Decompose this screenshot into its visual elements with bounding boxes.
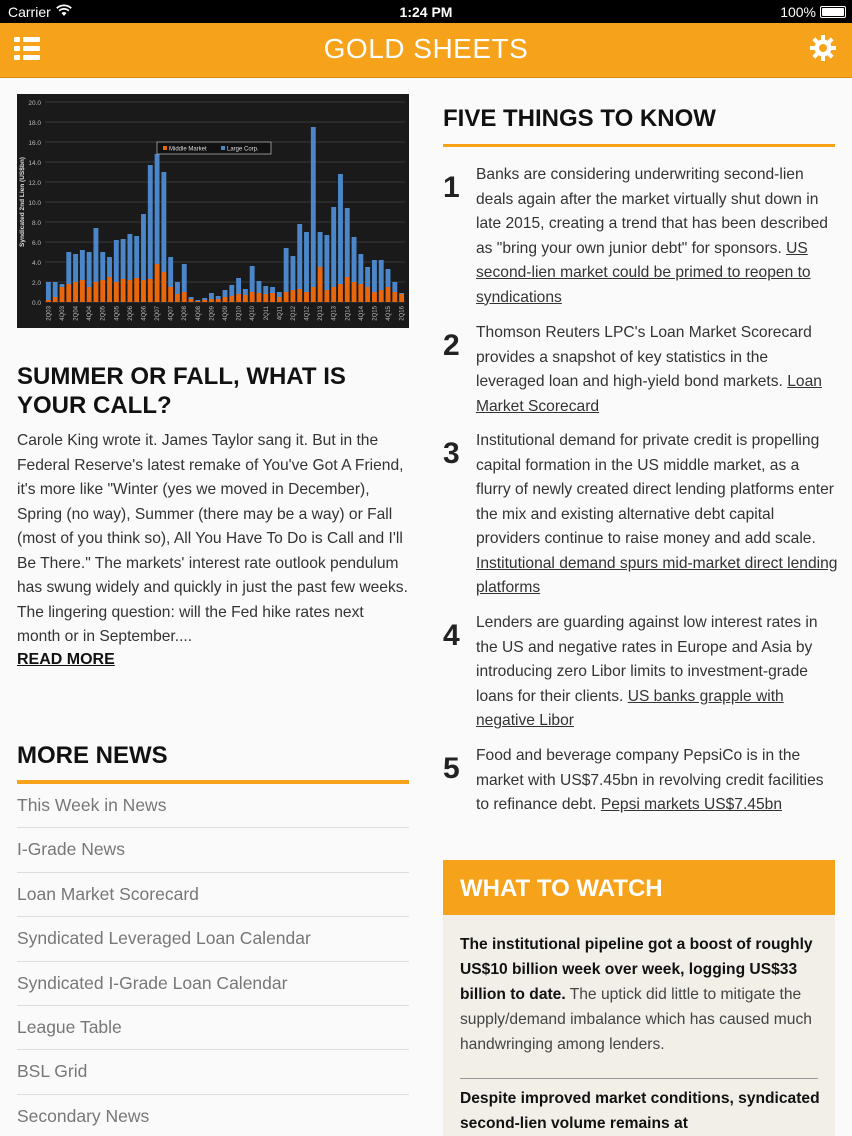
x-tick-label: 2Q15 (372, 306, 379, 321)
bar-middle-market (161, 272, 166, 302)
bar-large-corp (66, 252, 71, 284)
bar-middle-market (229, 296, 234, 302)
bar-middle-market (297, 289, 302, 302)
x-tick-label: 4Q04 (87, 306, 94, 321)
y-tick-label: 20.0 (28, 100, 41, 107)
y-tick-label: 8.0 (31, 220, 41, 227)
bar-large-corp (182, 264, 187, 292)
item-number: 4 (443, 619, 460, 652)
bar-middle-market (257, 293, 262, 302)
item-text: Food and beverage company PepsiCo is in the market with US$7.45bn in revolving credit facilities to refinance debt. (476, 747, 824, 813)
bar-large-corp (284, 248, 289, 292)
x-tick-label: 2Q12 (290, 306, 297, 321)
bar-middle-market (318, 267, 323, 302)
bar-large-corp (358, 254, 363, 284)
bar-large-corp (290, 256, 295, 290)
bar-middle-market (311, 287, 316, 302)
news-item-this-week[interactable]: This Week in News (17, 784, 409, 828)
x-tick-label: 4Q12 (304, 306, 311, 321)
x-tick-label: 2Q11 (263, 306, 270, 321)
y-tick-label: 18.0 (28, 120, 41, 127)
x-tick-label: 4Q06 (141, 306, 148, 321)
bar-large-corp (297, 224, 302, 289)
bar-large-corp (324, 235, 329, 290)
bar-large-corp (365, 267, 370, 287)
bar-large-corp (148, 165, 153, 279)
bar-middle-market (338, 284, 343, 302)
bar-large-corp (100, 252, 105, 280)
legend-swatch (221, 146, 225, 150)
bar-large-corp (392, 282, 397, 292)
bar-large-corp (53, 282, 58, 297)
legend-swatch (163, 146, 167, 150)
bar-middle-market (93, 282, 98, 302)
bar-middle-market (141, 280, 146, 302)
y-tick-label: 10.0 (28, 200, 41, 207)
bar-large-corp (209, 293, 214, 299)
bar-large-corp (161, 172, 166, 272)
bar-large-corp (352, 237, 357, 282)
bar-large-corp (399, 293, 404, 294)
news-item-league-table[interactable]: League Table (17, 1006, 409, 1050)
bar-middle-market (209, 299, 214, 302)
item-number: 1 (443, 171, 460, 204)
bar-middle-market (189, 299, 194, 302)
more-news-heading: MORE NEWS (17, 742, 168, 769)
article-body: Carole King wrote it. James Taylor sang it. But in the Federal Reserve's latest remake of You've Got A Friend, it's more like "Winter (yes we moved in December), Spring (no way), Summer (there may be a way) or Fall (most of you think so), All You Have To Do is Call and I'll Be There." The markets' interest rate outlook pendulum has swung widely and quickly in just the past few weeks. The lingering question: will the Fed hike rates next month or in September.... (17, 432, 408, 645)
bar-large-corp (229, 285, 234, 296)
bar-large-corp (223, 290, 228, 297)
bar-large-corp (338, 174, 343, 284)
nav-bar (0, 23, 852, 78)
bar-middle-market (175, 294, 180, 302)
bar-large-corp (311, 127, 316, 287)
bar-middle-market (399, 294, 404, 302)
bar-middle-market (195, 301, 200, 302)
bar-large-corp (46, 282, 51, 300)
bar-large-corp (87, 252, 92, 287)
bar-large-corp (114, 240, 119, 282)
bar-middle-market (155, 264, 160, 302)
bar-middle-market (386, 287, 391, 302)
item-link[interactable]: Pepsi markets US$7.45bn (600, 796, 782, 813)
bar-middle-market (114, 282, 119, 302)
x-tick-label: 2Q14 (345, 306, 352, 321)
bar-large-corp (80, 250, 85, 280)
bar-middle-market (60, 287, 65, 302)
bar-middle-market (304, 292, 309, 302)
x-tick-label: 2Q08 (182, 306, 189, 321)
x-tick-label: 4Q14 (358, 306, 365, 321)
x-tick-label: 4Q09 (223, 306, 229, 321)
y-tick-label: 4.0 (31, 260, 41, 267)
bar-middle-market (379, 290, 384, 302)
bar-middle-market (87, 287, 92, 302)
bar-middle-market (236, 294, 241, 302)
legend-label: Large Corp. (227, 146, 259, 153)
x-tick-label: 2Q10 (236, 306, 243, 321)
bar-large-corp (216, 296, 221, 299)
news-item-i-grade[interactable]: I-Grade News (17, 828, 409, 872)
bar-middle-market (243, 295, 248, 302)
y-tick-label: 2.0 (31, 280, 41, 287)
bar-large-corp (189, 297, 194, 299)
news-item-igrade-calendar[interactable]: Syndicated I-Grade Loan Calendar (17, 962, 409, 1006)
watch-text: The uptick did little to mitigate the supply/demand imbalance which has caused much handwringing among lenders. (460, 986, 812, 1053)
bar-middle-market (182, 292, 187, 302)
bar-middle-market (73, 282, 78, 302)
clock: 1:24 PM (399, 4, 453, 20)
item-link[interactable]: US banks grapple with negative Libor (476, 687, 784, 729)
what-to-watch-heading: WHAT TO WATCH (460, 875, 663, 902)
bar-large-corp (304, 232, 309, 292)
bar-large-corp (270, 287, 275, 293)
status-bar (0, 0, 852, 23)
news-item-scorecard[interactable]: Loan Market Scorecard (17, 873, 409, 917)
bar-middle-market (216, 299, 221, 302)
bar-large-corp (243, 289, 248, 295)
gear-icon[interactable] (810, 35, 836, 61)
bar-middle-market (277, 297, 282, 302)
bar-large-corp (372, 260, 377, 292)
news-item-secondary[interactable]: Secondary News (17, 1095, 409, 1136)
article-title[interactable]: SUMMER OR FALL, WHAT IS YOUR CALL? (17, 363, 346, 419)
bar-middle-market (290, 290, 295, 302)
item-number: 3 (443, 437, 460, 470)
bar-large-corp (318, 232, 323, 267)
bar-large-corp (277, 292, 282, 297)
bar-middle-market (148, 279, 153, 302)
bar-middle-market (365, 287, 370, 302)
x-tick-label: 2Q07 (155, 306, 162, 321)
bar-large-corp (168, 257, 173, 287)
bar-large-corp (250, 266, 255, 292)
bar-large-corp (155, 154, 160, 264)
x-tick-label: 2Q04 (73, 306, 80, 321)
bar-middle-market (107, 277, 112, 302)
x-tick-label: 4Q03 (59, 306, 66, 321)
bar-middle-market (345, 277, 350, 302)
bar-middle-market (53, 297, 58, 302)
x-tick-label: 4Q10 (250, 306, 257, 321)
bar-large-corp (175, 282, 180, 294)
bar-large-corp (121, 239, 126, 279)
x-tick-label: 4Q08 (195, 306, 202, 321)
bar-middle-market (324, 290, 329, 302)
x-tick-label: 4Q13 (331, 306, 338, 321)
chart-canvas (17, 94, 409, 328)
bar-middle-market (284, 292, 289, 302)
legend-label: Middle Market (169, 146, 207, 153)
x-tick-label: 2Q16 (399, 306, 406, 321)
carrier-label: Carrier (8, 4, 51, 20)
bar-middle-market (270, 293, 275, 302)
item-link[interactable]: Loan Market Scorecard (476, 373, 822, 415)
x-tick-label: 4Q15 (386, 306, 393, 321)
item-text: Banks are considering underwriting second-lien deals again after the market virtually shut down in late 2015, creating a trend that has been described as "bring your own junior debt" for sponsors. (476, 166, 828, 257)
bar-middle-market (372, 292, 377, 302)
bar-large-corp (263, 286, 268, 294)
x-tick-label: 4Q11 (277, 306, 284, 321)
bar-large-corp (257, 281, 262, 293)
bar-middle-market (80, 280, 85, 302)
bar-large-corp (60, 284, 65, 287)
item-link[interactable]: Institutional demand spurs mid-market direct lending platforms (476, 554, 838, 596)
y-tick-label: 12.0 (28, 180, 41, 187)
bar-middle-market (127, 280, 132, 302)
bar-middle-market (331, 287, 336, 302)
item-text: Institutional demand for private credit is propelling capital formation in the US middle market, as a flurry of newly created direct lending platforms enter the mix and existing alternative debt capital providers continue to raise money and add scale. (476, 432, 834, 547)
what-to-watch-header (443, 860, 835, 915)
bar-middle-market (121, 279, 126, 302)
bar-large-corp (202, 298, 207, 300)
bar-large-corp (386, 269, 391, 287)
bar-middle-market (168, 287, 173, 302)
x-tick-label: 2Q05 (100, 306, 107, 321)
x-tick-label: 2Q09 (209, 306, 216, 321)
watch-paragraph-2: Despite improved market conditions, syndicated second-lien volume remains at (460, 1090, 820, 1132)
news-item-leveraged-calendar[interactable]: Syndicated Leveraged Loan Calendar (17, 917, 409, 961)
y-tick-label: 14.0 (28, 160, 41, 167)
bar-middle-market (202, 300, 207, 302)
item-text: Lenders are guarding against low interest rates in the US and negative rates in Europe and Asia by introducing zero Libor limits to investment-grade loans for their clients. (476, 614, 818, 705)
five-things-heading: FIVE THINGS TO KNOW (443, 105, 716, 132)
bar-large-corp (236, 278, 241, 294)
watch-divider (460, 1078, 818, 1079)
bar-large-corp (134, 236, 139, 278)
app-title: GOLD SHEETS (323, 33, 529, 64)
item-text: Thomson Reuters LPC's Loan Market Scorecard provides a snapshot of key statistics in the leveraged loan and high-yield bond markets. (476, 324, 812, 390)
battery-icon (820, 6, 846, 18)
x-tick-label: 4Q07 (168, 306, 175, 321)
watch-lead: The institutional pipeline got a boost of roughly US$10 billion week over week, logging US$33 billion to date. (460, 936, 813, 1003)
bar-middle-market (358, 284, 363, 302)
bar-large-corp (107, 257, 112, 277)
x-tick-label: 2Q13 (318, 306, 325, 321)
bar-large-corp (141, 214, 146, 280)
y-tick-label: 16.0 (28, 140, 41, 147)
news-item-bsl-grid[interactable]: BSL Grid (17, 1050, 409, 1094)
item-link[interactable]: US second-lien market could be primed to reopen to syndications (476, 239, 811, 306)
bar-middle-market (100, 280, 105, 302)
y-tick-label: 0.0 (31, 300, 41, 307)
bar-large-corp (127, 234, 132, 280)
battery-percent: 100% (780, 4, 816, 20)
bar-large-corp (379, 260, 384, 290)
bar-middle-market (134, 278, 139, 302)
bar-large-corp (345, 208, 350, 277)
what-to-watch-panel (443, 860, 835, 1136)
read-more-link[interactable]: READ MORE (17, 651, 115, 668)
bar-middle-market (392, 292, 397, 302)
bar-middle-market (250, 292, 255, 302)
x-tick-label: 2Q06 (127, 306, 134, 321)
watch-paragraph (460, 932, 822, 1057)
bar-large-corp (195, 300, 200, 301)
bar-middle-market (66, 284, 71, 302)
bar-middle-market (46, 300, 51, 302)
more-news-list (17, 784, 409, 1136)
x-tick-label: 2Q03 (46, 306, 53, 321)
item-number: 2 (443, 329, 460, 362)
item-number: 5 (443, 752, 460, 785)
five-things-divider (443, 144, 835, 147)
second-lien-chart[interactable] (17, 94, 409, 328)
bar-large-corp (73, 254, 78, 282)
bar-middle-market (223, 297, 228, 302)
bar-large-corp (331, 207, 336, 287)
bar-large-corp (93, 228, 98, 282)
bar-middle-market (263, 294, 268, 302)
bar-middle-market (352, 282, 357, 302)
x-tick-label: 4Q05 (114, 306, 121, 321)
y-axis-label: Syndicated 2nd Lien (US$bn) (19, 157, 26, 247)
y-tick-label: 6.0 (31, 240, 41, 247)
